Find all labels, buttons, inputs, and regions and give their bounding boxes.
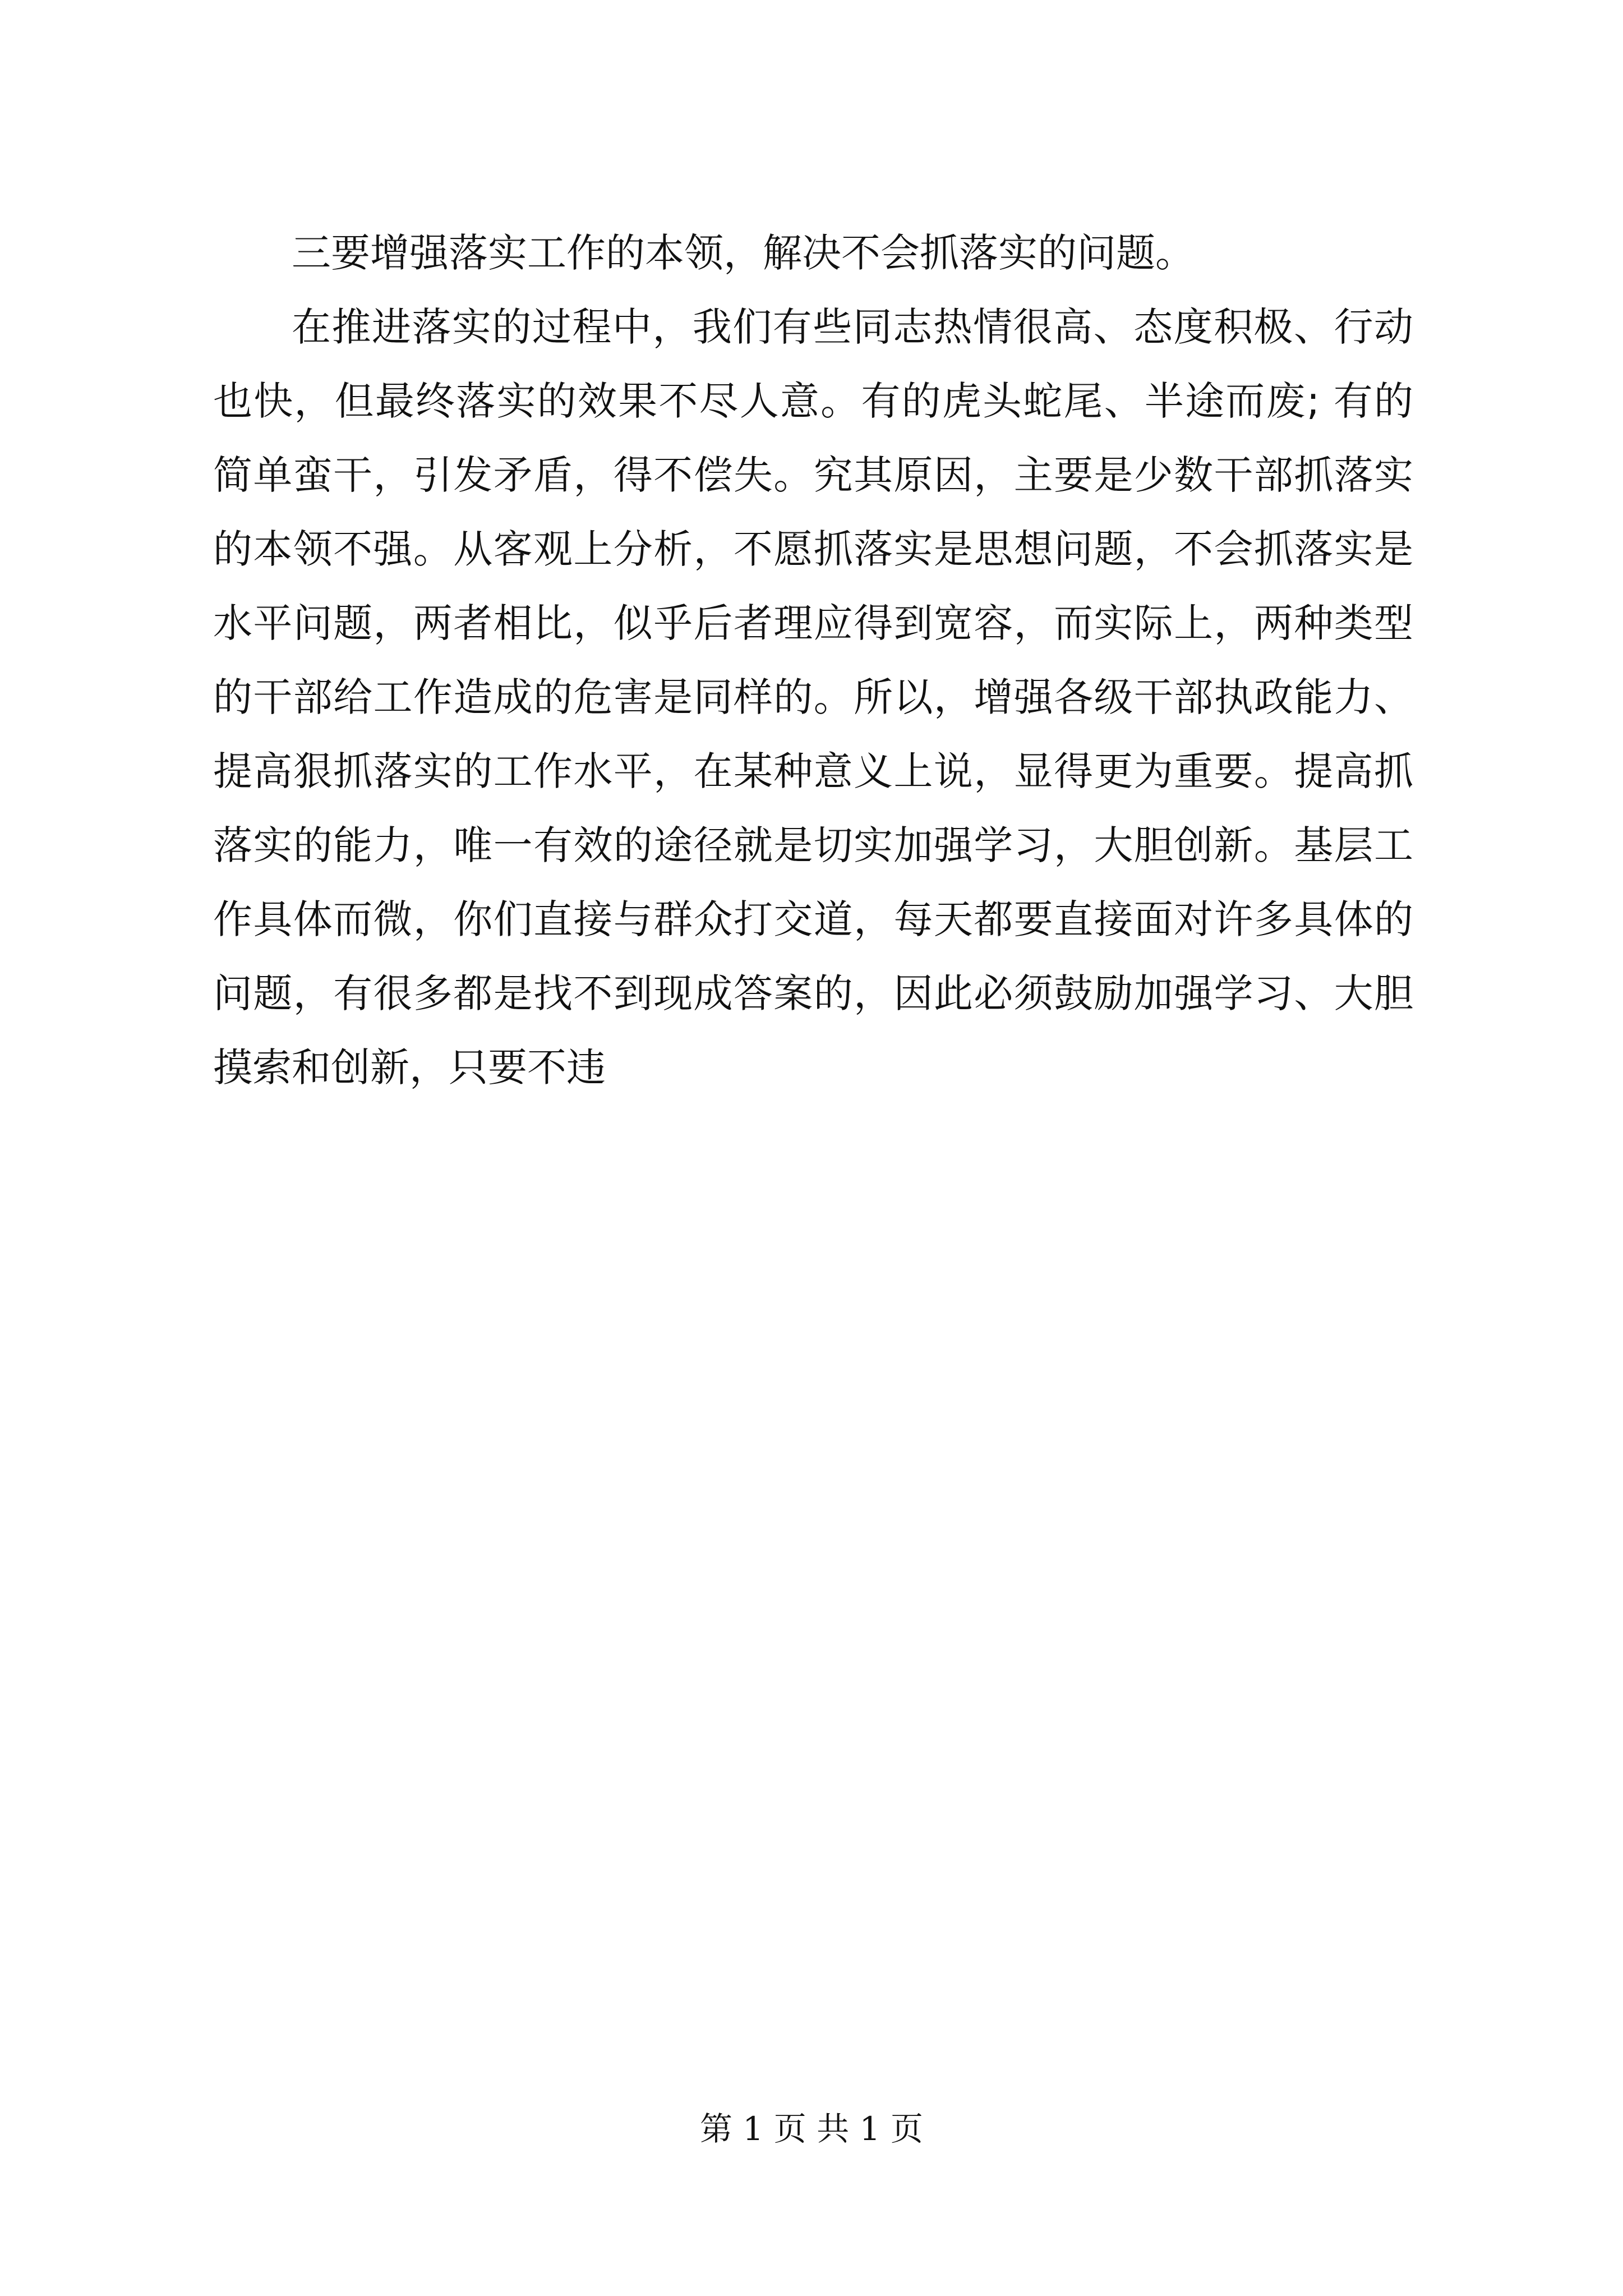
page-number-footer: 第 1 页 共 1 页 bbox=[700, 2110, 923, 2148]
paragraph-heading: 三要增强落实工作的本领，解决不会抓落实的问题。 bbox=[292, 230, 1195, 276]
document-body bbox=[213, 216, 1413, 1105]
paragraph-body: 在推进落实的过程中，我们有些同志热情很高、态度积极、行动也快，但最终落实的效果不尽人意。有的虎头蛇尾、半途而废; 有的简单蛮干，引发矛盾，得不偿失。究其原因，主要是少数干部抓落实的本领不强。从客观上分析，不愿抓落实是思想问题，不会抓落实是水平问题，两者相比，似乎后者理应得到宽容，而实际上，两种类型的干部给工作造成的危害是同样的。所以，增强各级干部执政能力、提高狠抓落实的工作水平，在某种意义上说，显得更为重要。提高抓落实的能力，唯一有效的途径就是切实加强学习，大胆创新。基层工作具体而微，你们直接与群众打交道，每天都要直接面对许多具体的问题，有很多都是找不到现成答案的，因此必须鼓励加强学习、大胆摸索和创新，只要不违 bbox=[213, 304, 1413, 1091]
